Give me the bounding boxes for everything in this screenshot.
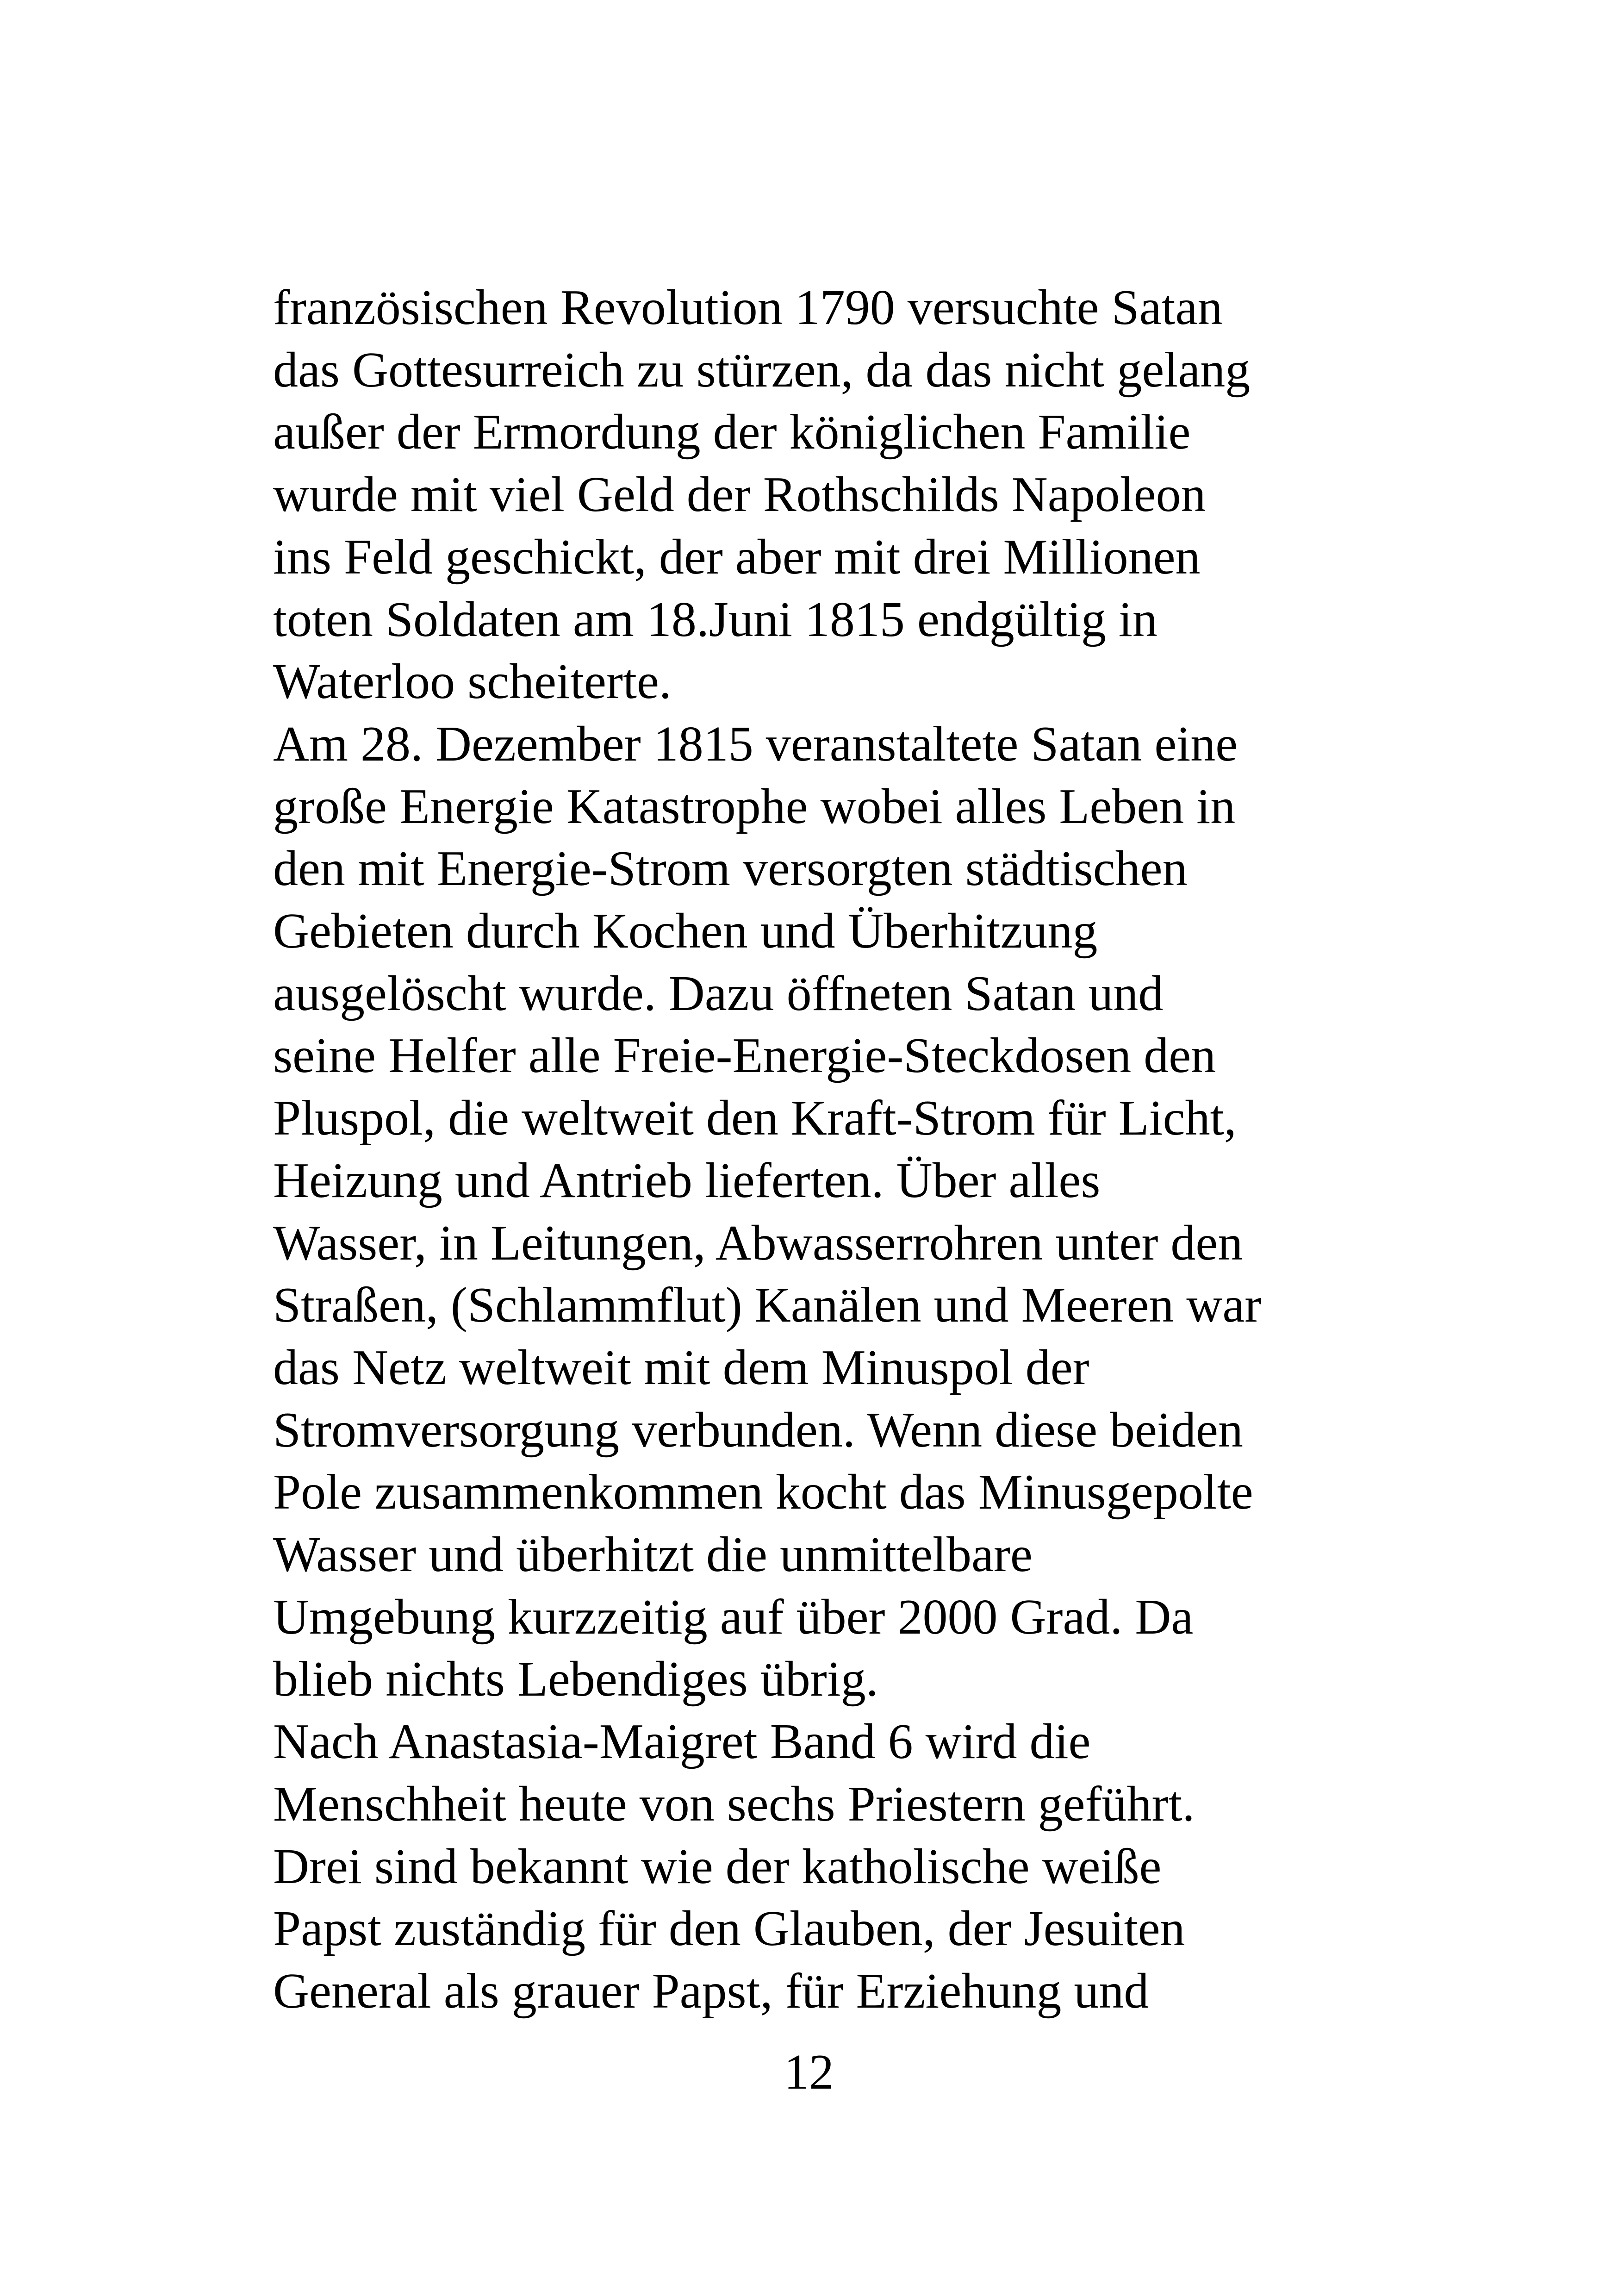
page-body-text <box>273 277 1375 2023</box>
text-line: Gebieten durch Kochen und Überhitzung <box>273 904 1098 959</box>
text-line: französischen Revolution 1790 versuchte Satan <box>273 280 1223 335</box>
text-line: Menschheit heute von sechs Priestern geführt. <box>273 1776 1195 1832</box>
text-line: ins Feld geschickt, der aber mit drei Millionen <box>273 529 1201 585</box>
text-line: seine Helfer alle Freie-Energie-Steckdosen den <box>273 1028 1216 1084</box>
text-line: General als grauer Papst, für Erziehung und <box>273 1963 1149 2019</box>
text-line: den mit Energie-Strom versorgten städtischen <box>273 841 1188 897</box>
text-line: Umgebung kurzzeitig auf über 2000 Grad. Da <box>273 1589 1194 1645</box>
text-line: Papst zuständig für den Glauben, der Jesuiten <box>273 1901 1185 1957</box>
text-line: große Energie Katastrophe wobei alles Leben in <box>273 779 1236 834</box>
text-line: das Netz weltweit mit dem Minuspol der <box>273 1340 1089 1395</box>
text-line: Wasser und überhitzt die unmittelbare <box>273 1527 1033 1583</box>
text-line: blieb nichts Lebendiges übrig. <box>273 1652 878 1707</box>
text-line: außer der Ermordung der königlichen Familie <box>273 405 1191 460</box>
text-line: Nach Anastasia-Maigret Band 6 wird die <box>273 1714 1091 1770</box>
text-line: Heizung und Antrieb lieferten. Über alles <box>273 1153 1101 1208</box>
text-line: Pole zusammenkommen kocht das Minusgepolte <box>273 1465 1253 1520</box>
text-line: Straßen, (Schlammflut) Kanälen und Meeren war <box>273 1278 1262 1333</box>
text-line: Am 28. Dezember 1815 veranstaltete Satan eine <box>273 716 1238 772</box>
text-line: Waterloo scheiterte. <box>273 654 672 710</box>
text-line: Wasser, in Leitungen, Abwasserrohren unter den <box>273 1215 1243 1271</box>
text-line: ausgelöscht wurde. Dazu öffneten Satan und <box>273 966 1164 1021</box>
text-line: wurde mit viel Geld der Rothschilds Napoleon <box>273 467 1206 523</box>
text-line: toten Soldaten am 18.Juni 1815 endgültig in <box>273 592 1157 647</box>
text-line: das Gottesurreich zu stürzen, da das nicht gelang <box>273 342 1251 398</box>
text-line: Drei sind bekannt wie der katholische weiße <box>273 1839 1162 1894</box>
text-line: Pluspol, die weltweit den Kraft-Strom für Licht, <box>273 1091 1237 1146</box>
page-number: 12 <box>784 2045 834 2100</box>
text-line: Stromversorgung verbunden. Wenn diese beiden <box>273 1402 1243 1458</box>
